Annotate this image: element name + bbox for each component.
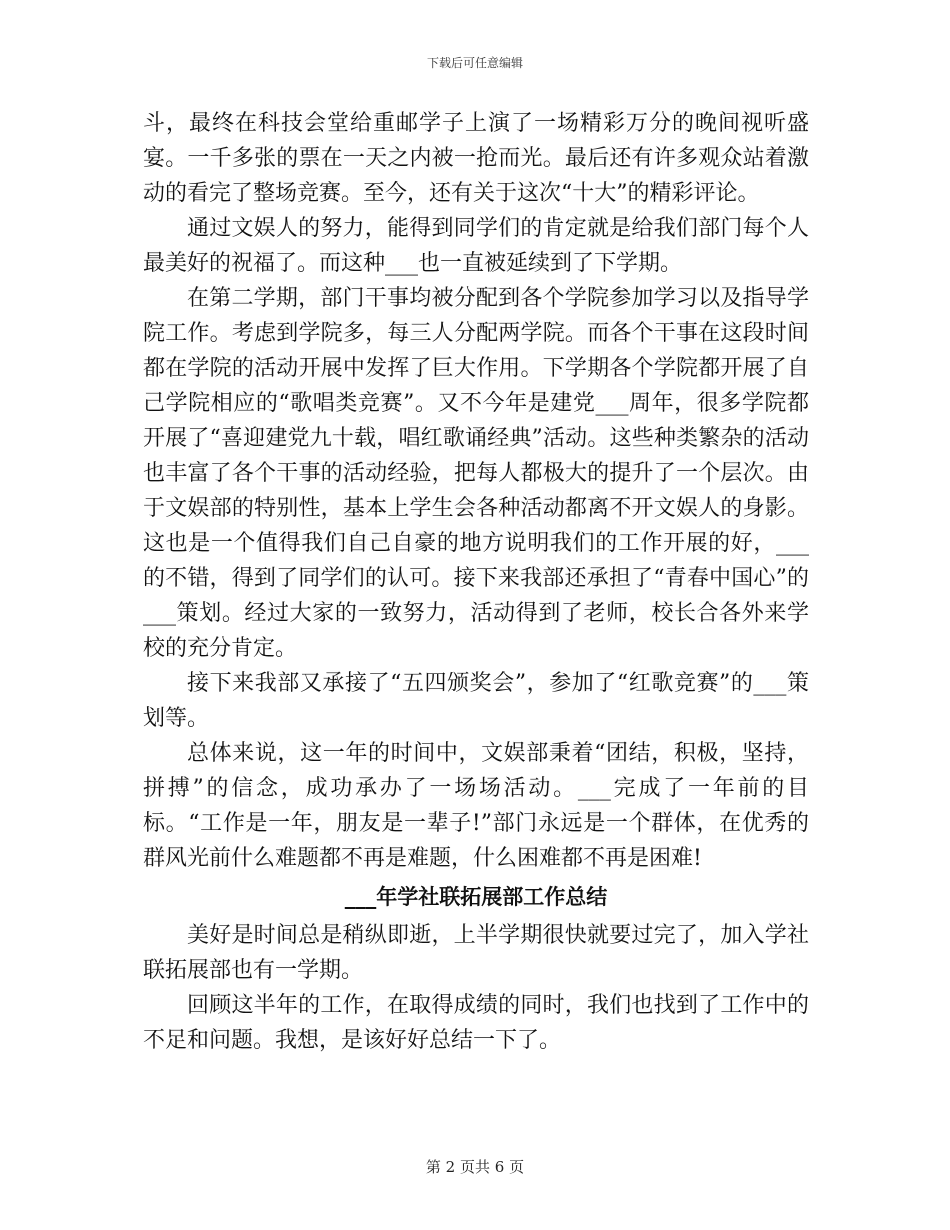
paragraph: 回顾这半年的工作，在取得成绩的同时，我们也找到了工作中的不足和问题。我想，是该好好总结一下了。 — [143, 993, 809, 1053]
paragraph: 通过文娱人的努力，能得到同学们的肯定就是给我们部门每个人最美好的祝福了。而这种___也一直被延续到了下学期。 — [143, 216, 809, 276]
document-body — [143, 106, 809, 1058]
paragraph-continuation: 斗，最终在科技会堂给重邮学子上演了一场精彩万分的晚间视听盛宴。一千多张的票在一天之内被一抢而光。最后还有许多观众站着激动的看完了整场竞赛。至今，还有关于这次“十大”的精彩评论。 — [143, 111, 809, 206]
paragraph: 美好是时间总是稍纵即逝，上半学期很快就要过完了，加入学社联拓展部也有一学期。 — [143, 923, 809, 983]
paragraph: 接下来我部又承接了“五四颁奖会”，参加了“红歌竞赛”的___策划等。 — [143, 671, 809, 731]
page-footer: 第 2 页共 6 页 — [425, 1158, 525, 1176]
page-header: 下载后可任意编辑 — [426, 56, 523, 70]
section-title: ___年学社联拓展部工作总结 — [344, 885, 608, 909]
paragraph: 在第二学期，部门干事均被分配到各个学院参加学习以及指导学院工作。考虑到学院多，每三人分配两学院。而各个干事在这段时间都在学院的活动开展中发挥了巨大作用。下学期各个学院都开展了自己学院相应的“歌唱类竞赛”。又不今年是建党___周年，很多学院都开展了“喜迎建党九十载，唱红歌诵经典”活动。这些种类繁杂的活动也丰富了各个干事的活动经验，把每人都极大的提升了一个层次。由于文娱部的特别性，基本上学生会各种活动都离不开文娱人的身影。这也是一个值得我们自己自豪的地方说明我们的工作开展的好，___的不错，得到了同学们的认可。接下来我部还承担了“青春中国心”的___策划。经过大家的一致努力，活动得到了老师，校长合各外来学校的充分肯定。 — [143, 286, 809, 661]
paragraph: 总体来说，这一年的时间中，文娱部秉着“团结，积极，坚持，拼搏”的信念，成功承办了一场场活动。___完成了一年前的目标。“工作是一年，朋友是一辈子!”部门永远是一个群体，在优秀的群风光前什么难题都不再是难题，什么困难都不再是困难! — [143, 741, 809, 871]
